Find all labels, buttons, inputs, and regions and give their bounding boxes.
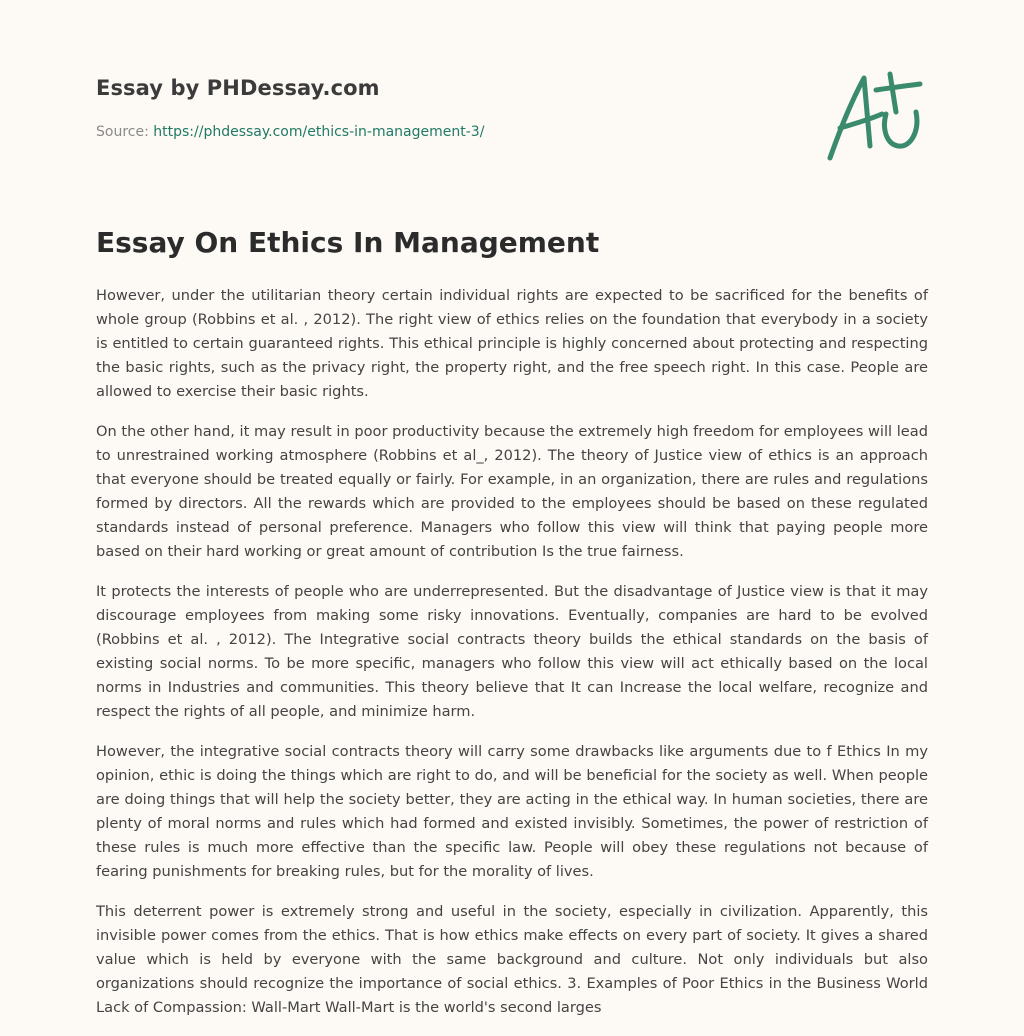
source-link[interactable]: https://phdessay.com/ethics-in-management-3/ [153,124,485,140]
essay-title: Essay On Ethics In Management [96,226,600,259]
header [96,0,928,200]
source-line [96,124,484,140]
a-plus-grade-logo-icon [824,68,928,164]
essay-paragraph: However, the integrative social contracts theory will carry some drawbacks like arguments due to f Ethics In my opinion, ethic is doing the things which are right to do, and will be beneficial for the society as well. When people are doing things that will help the society better, they are acting in the ethical way. In human societies, there are plenty of moral norms and rules which had formed and existed invisibly. Sometimes, the power of restriction of these rules is much more effective than the specific law. People will obey these regulations not because of fearing punishments for breaking rules, but for the morality of lives. [96,743,928,880]
document-page [96,0,928,1016]
essay-paragraph: It protects the interests of people who are underrepresented. But the disadvantage of Justice view is that it may discourage employees from making some risky innovations. Eventually, companies are hard to be evolved (Robbins et al. , 2012). The Integrative social contracts theory builds the ethical standards on the basis of existing social norms. To be more specific, managers who follow this view will act ethically based on the local norms in Industries and communities. This theory believe that It can Increase the local welfare, recognize and respect the rights of all people, and minimize harm. [96,583,928,720]
source-label: Source: [96,124,149,140]
brand-title: Essay by PHDessay.com [96,76,380,100]
essay-body [96,284,928,1036]
essay-paragraph: On the other hand, it may result in poor productivity because the extremely high freedom for employees will lead to unrestrained working atmosphere (Robbins et al_, 2012). The theory of Justice view of ethics is an approach that everyone should be treated equally or fairly. For example, in an organization, there are rules and regulations formed by directors. All the rewards which are provided to the employees should be based on these regulated standards instead of personal preference. Managers who follow this view will think that paying people more based on their hard working or great amount of contribution Is the true fairness. [96,423,928,560]
essay-paragraph: This deterrent power is extremely strong and useful in the society, especially in civilization. Apparently, this invisible power comes from the ethics. That is how ethics make effects on every part of society. It gives a shared value which is held by everyone with the same background and culture. Not only individuals but also organizations should recognize the importance of social ethics. 3. Examples of Poor Ethics in the Business World Lack of Compassion: Wall-Mart Wall-Mart is the world's second larges [96,903,928,1016]
essay-paragraph: However, under the utilitarian theory certain individual rights are expected to be sacrificed for the benefits of whole group (Robbins et al. , 2012). The right view of ethics relies on the foundation that everybody in a society is entitled to certain guaranteed rights. This ethical principle is highly concerned about protecting and respecting the basic rights, such as the privacy right, the property right, and the free speech right. In this case. People are allowed to exercise their basic rights. [96,287,928,400]
